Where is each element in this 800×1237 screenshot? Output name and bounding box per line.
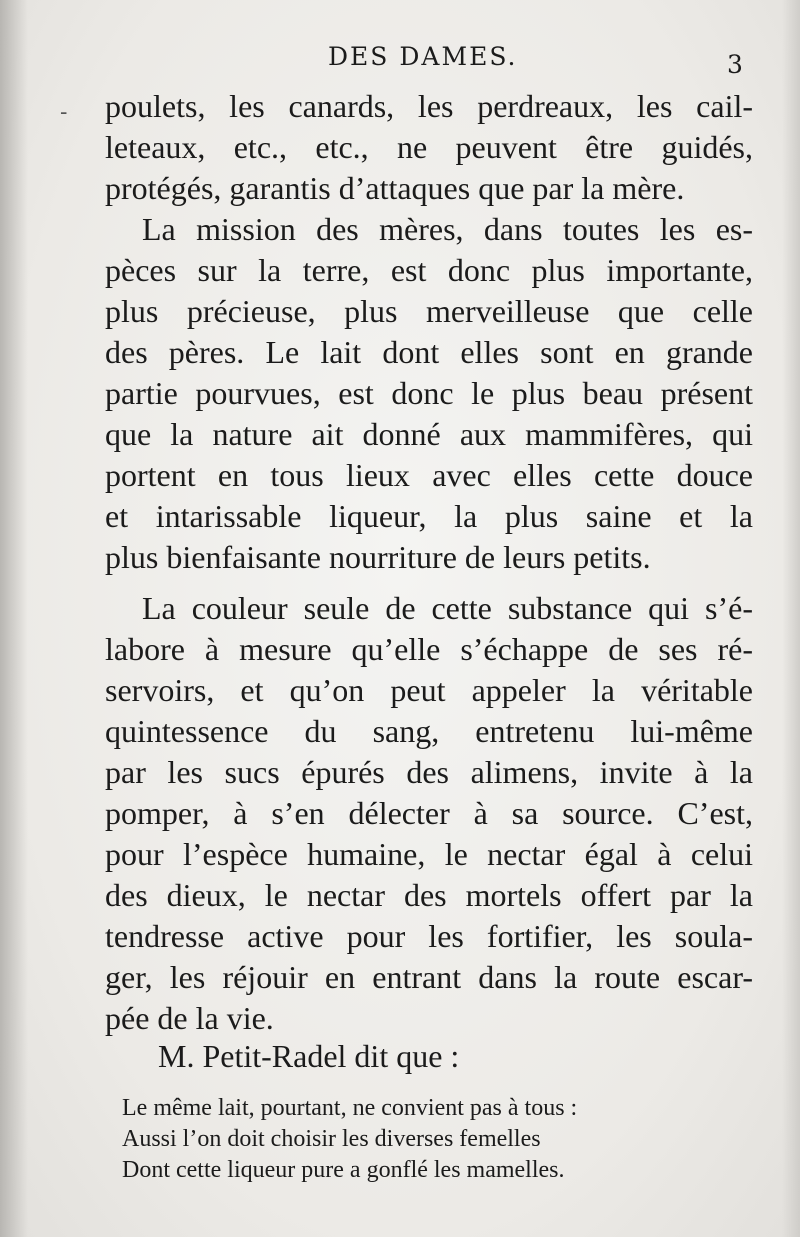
text-line: quintessence du sang, entretenu lui-même <box>105 713 753 749</box>
text-line: des dieux, le nectar des mortels offert par la <box>105 877 753 913</box>
text-line: que la nature ait donné aux mammifères, qui <box>105 416 753 452</box>
text-line: La mission des mères, dans toutes les es- <box>142 211 753 247</box>
verse-line: Aussi l’on doit choisir les diverses femelles <box>122 1126 541 1152</box>
text-line: par les sucs épurés des alimens, invite à la <box>105 754 753 790</box>
text-line: tendresse active pour les fortifier, les soula- <box>105 918 753 954</box>
binding-shadow <box>0 0 28 1237</box>
text-line: portent en tous lieux avec elles cette douce <box>105 457 753 493</box>
quotation-intro: M. Petit-Radel dit que : <box>158 1038 460 1074</box>
text-line: poulets, les canards, les perdreaux, les cail- <box>105 88 753 124</box>
text-line: des pères. Le lait dont elles sont en grande <box>105 334 753 370</box>
text-line: La couleur seule de cette substance qui s’é- <box>142 590 753 626</box>
text-line: pée de la vie. <box>105 1000 274 1036</box>
text-line: partie pourvues, est donc le plus beau présent <box>105 375 753 411</box>
running-head: DES DAMES. <box>328 42 518 71</box>
verse-line: Le même lait, pourtant, ne convient pas à tous : <box>122 1095 578 1121</box>
text-line: pomper, à s’en délecter à sa source. C’est, <box>105 795 753 831</box>
body-text <box>105 86 753 1039</box>
text-line: servoirs, et qu’on peut appeler la véritable <box>105 672 753 708</box>
verse-line: Dont cette liqueur pure a gonflé les mamelles. <box>122 1157 565 1183</box>
edge-shadow <box>782 0 800 1237</box>
text-line: protégés, garantis d’attaques que par la mère. <box>105 170 685 206</box>
paragraph-gap <box>105 578 753 588</box>
text-line: ger, les réjouir en entrant dans la route escar- <box>105 959 753 995</box>
text-line: plus précieuse, plus merveilleuse que celle <box>105 293 753 329</box>
text-line: leteaux, etc., etc., ne peuvent être guidés, <box>105 129 753 165</box>
page-number: 3 <box>727 50 743 79</box>
text-line: plus bienfaisante nourriture de leurs petits. <box>105 539 651 575</box>
verse-quotation <box>122 1093 577 1186</box>
text-line: et intarissable liqueur, la plus saine et la <box>105 498 753 534</box>
text-line: labore à mesure qu’elle s’échappe de ses ré- <box>105 631 753 667</box>
text-line: pèces sur la terre, est donc plus importante, <box>105 252 753 288</box>
text-line: pour l’espèce humaine, le nectar égal à celui <box>105 836 753 872</box>
margin-mark: - <box>60 100 68 125</box>
